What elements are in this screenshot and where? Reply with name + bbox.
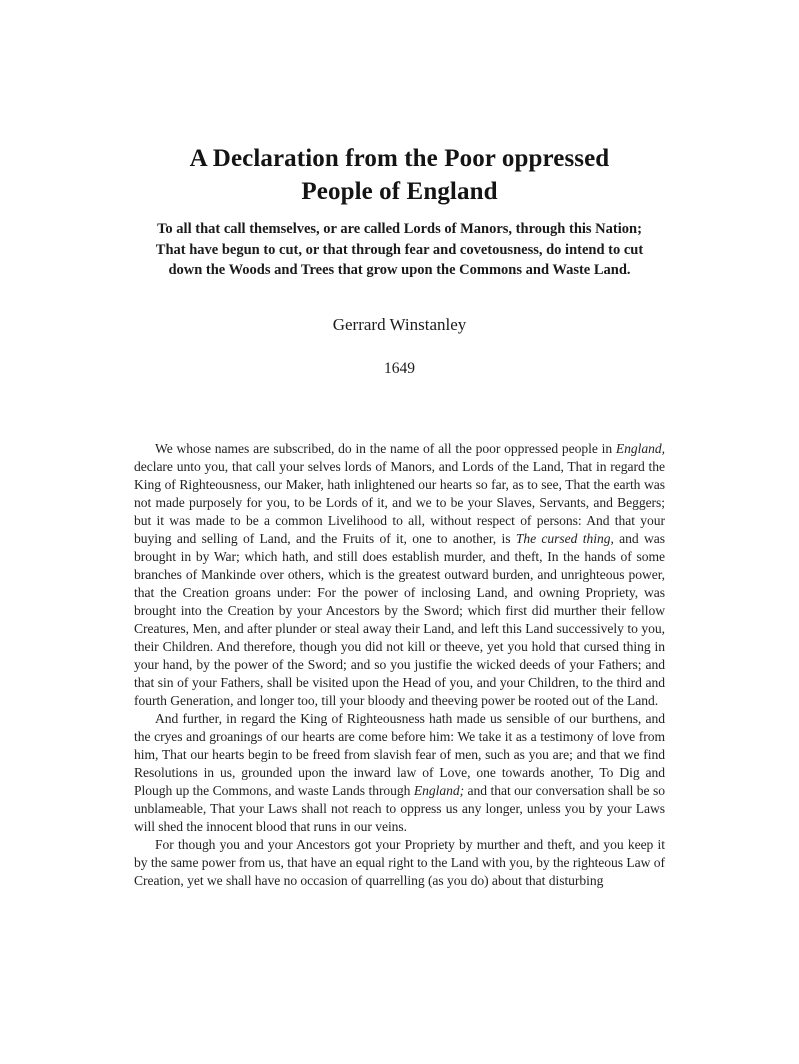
text-run: And further, in regard the King of Righteousness hath made us sensible of our burthens, and the cryes and groanings of our hearts are come before him: We take it as a testimony of love from him, That our hearts begin to be freed from slavish fear of men, such as you are; and that we find Resolutions in us, grounded upon the inward law of Love, one towards another, To Dig and Plough up the Commons, and waste Lands through (134, 710, 665, 798)
subtitle-line-1: To all that call themselves, or are called Lords of Manors, through this Nation; (157, 221, 642, 237)
subtitle-line-3: down the Woods and Trees that grow upon the Commons and Waste Land. (168, 262, 631, 279)
italic-text-run: The cursed thing, (515, 530, 614, 546)
italic-text-run: England; (413, 782, 465, 798)
body-paragraph (134, 836, 665, 890)
document-title (0, 143, 799, 208)
text-run: and that our conversation shall be so unblameable, That your Laws shall not reach to oppress us any longer, unless you by your Laws will shed the innocent blood that runs in our veins. (134, 782, 665, 834)
title-line-2: People of England (301, 177, 498, 205)
author-name: Gerrard Winstanley (332, 314, 467, 334)
text-run: We whose names are subscribed, do in the name of all the poor oppressed people in (155, 440, 616, 456)
subtitle-line-2: That have begun to cut, or that through fear and covetousness, do intend to cut (155, 241, 644, 258)
document-body (134, 440, 665, 890)
text-run: declare unto you, that call your selves lords of Manors, and Lords of the Land, That in regard the King of Righteousness, our Maker, hath inlightened our hearts so far, as to see, That the earth was not made purposely for you, to be Lords of it, and we to be your Slaves, Servants, and Beggers; but it was made to be a common Livelihood to all, without respect of persons: And that your buying and selling of Land, and the Fruits of it, one to another, is (134, 458, 665, 546)
publication-year: 1649 (384, 359, 415, 377)
text-run: For though you and your Ancestors got your Propriety by murther and theft, and you keep it by the same power from us, that have an equal right to the Land with you, by the righteous Law of Creation, yet we shall have no occasion of quarrelling (as you do) about that disturbing (134, 836, 665, 888)
italic-text-run: England, (615, 440, 665, 456)
body-paragraph (134, 440, 665, 710)
text-run: and was brought in by War; which hath, and still does establish murder, and theft, In the hands of some branches of Mankinde over others, which is the greatest outward burden, and unrighteous power, that the Creation groans under: For the power of inclosing Land, and owning Propriety, was brought into the Creation by your Ancestors by the Sword; which first did murther their fellow Creatures, Men, and after plunder or steal away their Land, and left this Land successively to you, their Children. And therefore, though you did not kill or theeve, yet you hold that cursed thing in your hand, by the power of the Sword; and so you justifie the wicked deeds of your Fathers; and that sin of your Fathers, shall be visited upon the Head of you, and your Children, to the third and fourth Generation, and longer too, till your bloody and theeving power be rooted out of the Land. (134, 530, 666, 708)
body-paragraph (134, 710, 665, 836)
title-line-1: A Declaration from the Poor oppressed (189, 145, 610, 172)
document-subtitle (88, 219, 712, 281)
